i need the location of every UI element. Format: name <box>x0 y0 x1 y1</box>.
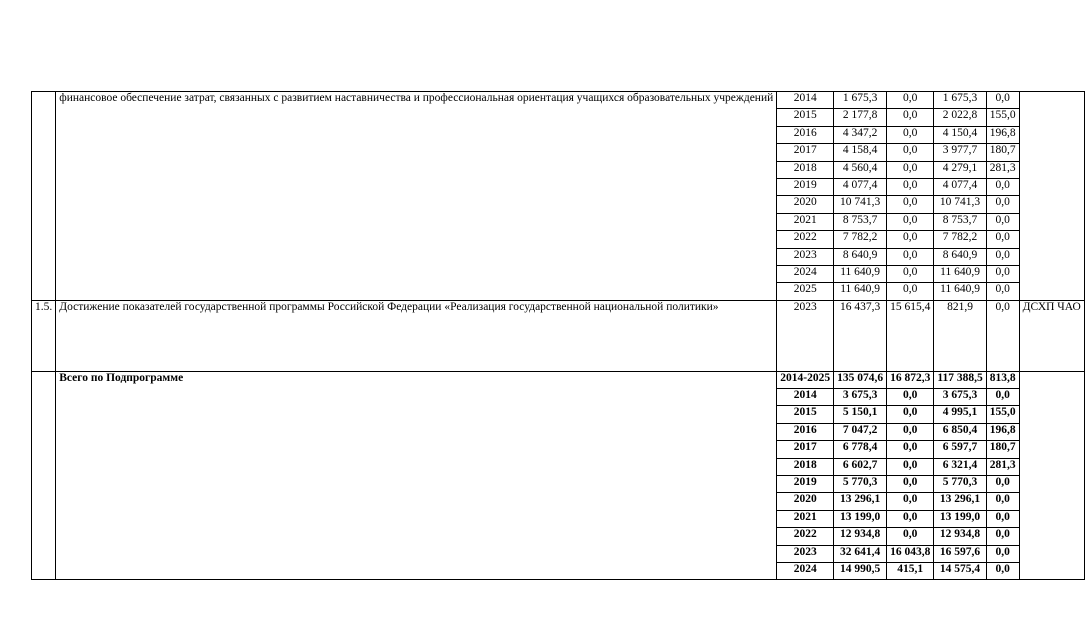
local-cell: 0,0 <box>986 196 1019 213</box>
local-cell: 155,0 <box>986 406 1019 423</box>
federal-cell: 0,0 <box>887 265 934 282</box>
regional-cell: 4 279,1 <box>934 161 986 178</box>
year-cell: 2023 <box>777 545 834 562</box>
year-cell: 2023 <box>777 248 834 265</box>
regional-cell: 1 675,3 <box>934 92 986 109</box>
year-cell: 2025 <box>777 283 834 300</box>
financing-table <box>31 91 1085 580</box>
local-cell: 180,7 <box>986 144 1019 161</box>
year-cell: 2017 <box>777 144 834 161</box>
table-row <box>32 92 1085 109</box>
federal-cell: 0,0 <box>887 406 934 423</box>
year-cell: 2022 <box>777 528 834 545</box>
regional-cell: 3 977,7 <box>934 144 986 161</box>
federal-cell: 0,0 <box>887 231 934 248</box>
total-cell: 6 602,7 <box>834 458 887 475</box>
total-cell: 10 741,3 <box>834 196 887 213</box>
regional-cell: 7 782,2 <box>934 231 986 248</box>
activity-description: Достижение показателей государственной программы Российской Федерации «Реализация государственной национальной политики» <box>56 300 777 371</box>
total-cell: 6 778,4 <box>834 441 887 458</box>
federal-cell: 0,0 <box>887 510 934 527</box>
local-cell: 0,0 <box>986 510 1019 527</box>
year-cell: 2014 <box>777 92 834 109</box>
year-cell: 2020 <box>777 493 834 510</box>
regional-cell: 16 597,6 <box>934 545 986 562</box>
local-cell: 0,0 <box>986 476 1019 493</box>
regional-cell: 821,9 <box>934 300 986 371</box>
total-cell: 4 158,4 <box>834 144 887 161</box>
regional-cell: 10 741,3 <box>934 196 986 213</box>
local-cell: 0,0 <box>986 265 1019 282</box>
document-page <box>31 91 1085 580</box>
regional-cell: 3 675,3 <box>934 389 986 406</box>
executor-cell: ДСХП ЧАО <box>1019 300 1084 371</box>
federal-cell: 0,0 <box>887 493 934 510</box>
total-cell: 7 782,2 <box>834 231 887 248</box>
year-cell: 2017 <box>777 441 834 458</box>
regional-cell: 4 995,1 <box>934 406 986 423</box>
year-cell: 2019 <box>777 476 834 493</box>
total-cell: 12 934,8 <box>834 528 887 545</box>
federal-cell: 0,0 <box>887 476 934 493</box>
local-cell: 155,0 <box>986 109 1019 126</box>
federal-cell: 0,0 <box>887 126 934 143</box>
regional-cell: 6 597,7 <box>934 441 986 458</box>
local-cell: 0,0 <box>986 300 1019 371</box>
total-cell: 1 675,3 <box>834 92 887 109</box>
local-cell: 0,0 <box>986 178 1019 195</box>
total-cell: 5 770,3 <box>834 476 887 493</box>
local-cell: 0,0 <box>986 248 1019 265</box>
local-cell: 813,8 <box>986 371 1019 388</box>
year-cell: 2021 <box>777 213 834 230</box>
total-cell: 5 150,1 <box>834 406 887 423</box>
federal-cell: 0,0 <box>887 196 934 213</box>
local-cell: 0,0 <box>986 528 1019 545</box>
local-cell: 180,7 <box>986 441 1019 458</box>
total-cell: 4 347,2 <box>834 126 887 143</box>
federal-cell: 15 615,4 <box>887 300 934 371</box>
year-cell: 2015 <box>777 406 834 423</box>
regional-cell: 11 640,9 <box>934 265 986 282</box>
federal-cell: 0,0 <box>887 109 934 126</box>
year-cell: 2018 <box>777 458 834 475</box>
table-row <box>32 371 1085 388</box>
year-cell: 2015 <box>777 109 834 126</box>
year-cell: 2024 <box>777 265 834 282</box>
federal-cell: 0,0 <box>887 248 934 265</box>
year-cell: 2021 <box>777 510 834 527</box>
total-cell: 2 177,8 <box>834 109 887 126</box>
regional-cell: 6 321,4 <box>934 458 986 475</box>
executor-cell <box>1019 92 1084 301</box>
federal-cell: 16 043,8 <box>887 545 934 562</box>
federal-cell: 0,0 <box>887 92 934 109</box>
activity-description: финансовое обеспечение затрат, связанных с развитием наставничества и профессиональная ориентация учащихся образовательных учреждений <box>56 92 777 301</box>
local-cell: 281,3 <box>986 458 1019 475</box>
local-cell: 0,0 <box>986 231 1019 248</box>
federal-cell: 0,0 <box>887 213 934 230</box>
total-cell: 14 990,5 <box>834 562 887 579</box>
year-cell: 2019 <box>777 178 834 195</box>
regional-cell: 4 150,4 <box>934 126 986 143</box>
total-cell: 13 296,1 <box>834 493 887 510</box>
regional-cell: 4 077,4 <box>934 178 986 195</box>
federal-cell: 0,0 <box>887 423 934 440</box>
regional-cell: 11 640,9 <box>934 283 986 300</box>
local-cell: 281,3 <box>986 161 1019 178</box>
regional-cell: 8 640,9 <box>934 248 986 265</box>
total-cell: 135 074,6 <box>834 371 887 388</box>
year-cell: 2020 <box>777 196 834 213</box>
total-cell: 11 640,9 <box>834 265 887 282</box>
federal-cell: 0,0 <box>887 178 934 195</box>
row-number-cell <box>32 92 56 301</box>
total-cell: 3 675,3 <box>834 389 887 406</box>
local-cell: 0,0 <box>986 545 1019 562</box>
federal-cell: 0,0 <box>887 161 934 178</box>
federal-cell: 0,0 <box>887 528 934 545</box>
local-cell: 0,0 <box>986 562 1019 579</box>
regional-cell: 5 770,3 <box>934 476 986 493</box>
total-cell: 8 753,7 <box>834 213 887 230</box>
federal-cell: 0,0 <box>887 283 934 300</box>
local-cell: 0,0 <box>986 389 1019 406</box>
regional-cell: 8 753,7 <box>934 213 986 230</box>
federal-cell: 0,0 <box>887 458 934 475</box>
row-number-cell <box>32 371 56 580</box>
regional-cell: 6 850,4 <box>934 423 986 440</box>
year-cell: 2022 <box>777 231 834 248</box>
row-number-cell: 1.5. <box>32 300 56 371</box>
year-cell: 2014-2025 <box>777 371 834 388</box>
total-cell: 7 047,2 <box>834 423 887 440</box>
year-cell: 2014 <box>777 389 834 406</box>
year-cell: 2023 <box>777 300 834 371</box>
table-row <box>32 300 1085 371</box>
year-cell: 2016 <box>777 126 834 143</box>
local-cell: 0,0 <box>986 493 1019 510</box>
federal-cell: 415,1 <box>887 562 934 579</box>
executor-cell <box>1019 371 1084 580</box>
year-cell: 2024 <box>777 562 834 579</box>
regional-cell: 14 575,4 <box>934 562 986 579</box>
total-cell: 4 560,4 <box>834 161 887 178</box>
federal-cell: 0,0 <box>887 389 934 406</box>
total-cell: 8 640,9 <box>834 248 887 265</box>
total-cell: 16 437,3 <box>834 300 887 371</box>
local-cell: 196,8 <box>986 423 1019 440</box>
regional-cell: 2 022,8 <box>934 109 986 126</box>
regional-cell: 12 934,8 <box>934 528 986 545</box>
regional-cell: 117 388,5 <box>934 371 986 388</box>
local-cell: 0,0 <box>986 213 1019 230</box>
subprogram-total-label: Всего по Подпрограмме <box>56 371 777 580</box>
regional-cell: 13 199,0 <box>934 510 986 527</box>
year-cell: 2018 <box>777 161 834 178</box>
total-cell: 4 077,4 <box>834 178 887 195</box>
federal-cell: 0,0 <box>887 144 934 161</box>
local-cell: 0,0 <box>986 92 1019 109</box>
federal-cell: 16 872,3 <box>887 371 934 388</box>
year-cell: 2016 <box>777 423 834 440</box>
regional-cell: 13 296,1 <box>934 493 986 510</box>
total-cell: 13 199,0 <box>834 510 887 527</box>
local-cell: 196,8 <box>986 126 1019 143</box>
federal-cell: 0,0 <box>887 441 934 458</box>
total-cell: 32 641,4 <box>834 545 887 562</box>
local-cell: 0,0 <box>986 283 1019 300</box>
total-cell: 11 640,9 <box>834 283 887 300</box>
